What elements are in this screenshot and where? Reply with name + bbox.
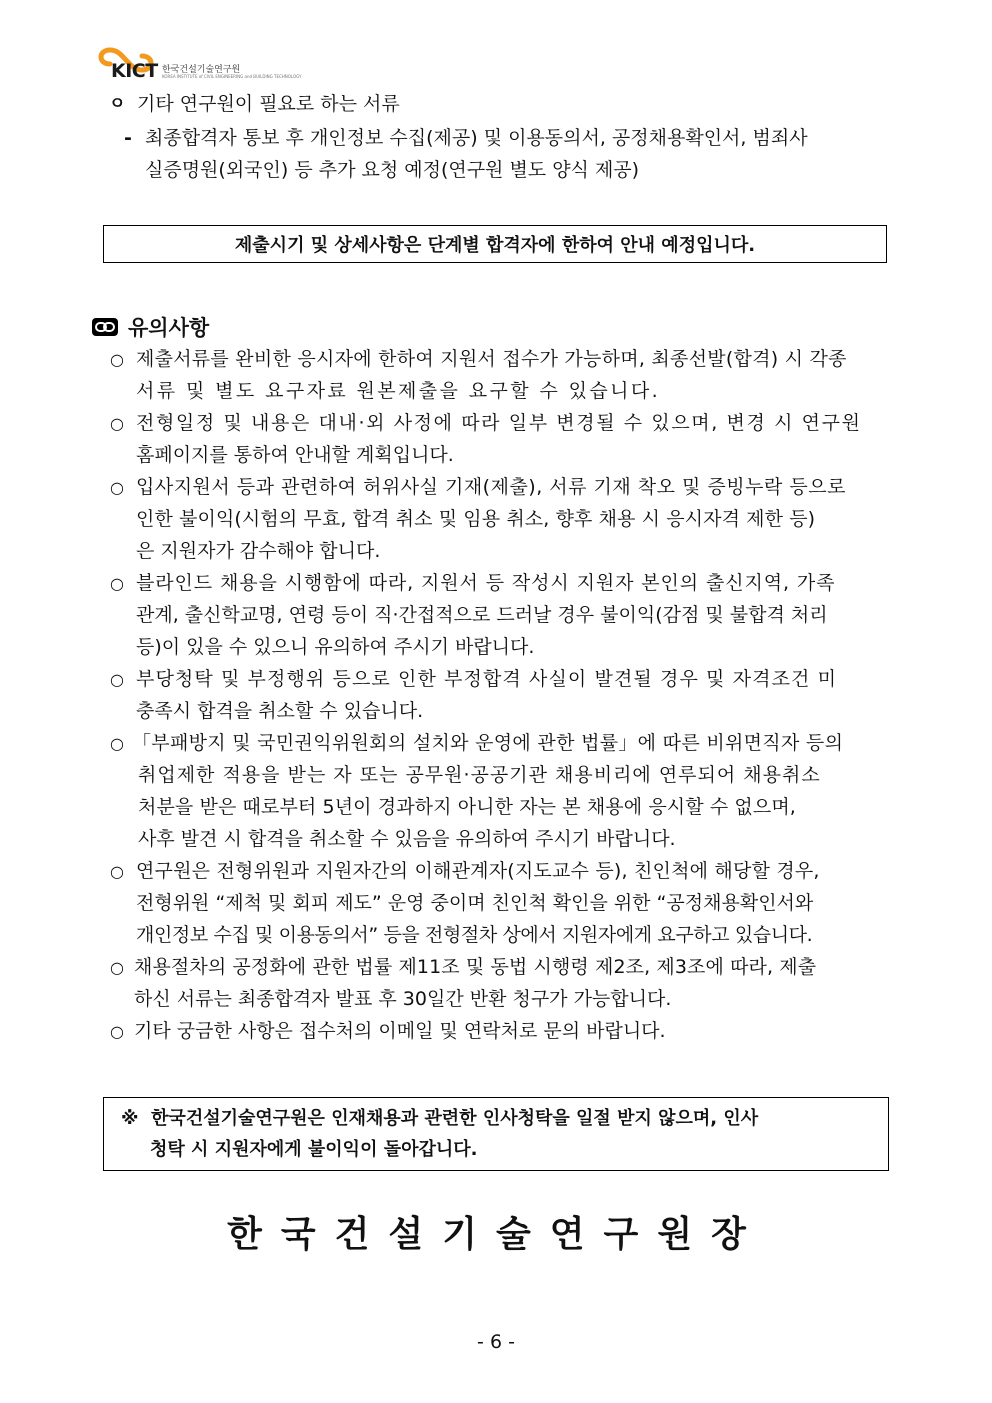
bullet-marker: ○	[110, 574, 124, 593]
bullet-marker: ○	[110, 862, 124, 881]
warning-line-2: 청탁 시 지원자에게 불이익이 돌아갑니다.	[150, 1139, 478, 1160]
caution-line: 연구원은 전형위원과 지원자간의 이해관계자(지도교수 등), 친인척에 해당할 경우,	[136, 860, 820, 882]
bullet-marker: ○	[110, 734, 124, 753]
cautions-heading-text: 유의사항	[128, 316, 210, 340]
sub-line-1: 최종합격자 통보 후 개인정보 수집(제공) 및 이용동의서, 공정채용확인서, 범죄사	[145, 127, 808, 149]
caution-line: 블라인드 채용을 시행함에 따라, 지원서 등 작성시 지원자 본인의 출신지역, 가족	[136, 572, 836, 594]
bullet-marker: ○	[110, 478, 124, 497]
caution-line: 충족시 합격을 취소할 수 있습니다.	[136, 700, 424, 722]
caution-line: 전형위원 “제척 및 회피 제도” 운영 중이며 친인척 확인을 위한 “공정채용확인서와	[136, 892, 814, 914]
reference-mark: ※	[121, 1108, 139, 1129]
caution-line: 제출서류를 완비한 응시자에 한하여 지원서 접수가 가능하며, 최종선발(합격) 시 각종	[136, 348, 847, 370]
item-text: 기타 연구원이 필요로 하는 서류	[137, 93, 400, 115]
caution-line: 하신 서류는 최종합격자 발표 후 30일간 반환 청구가 가능합니다.	[134, 988, 672, 1010]
caution-line: 채용절차의 공정화에 관한 법률 제11조 및 동법 시행령 제2조, 제3조에 따라, 제출	[134, 956, 817, 978]
caution-line: 전형일정 및 내용은 대내·외 사정에 따라 일부 변경될 수 있으며, 변경 시 연구원	[136, 412, 862, 434]
caution-line: 관계, 출신학교명, 연령 등이 직·간접적으로 드러날 경우 불이익(감점 및 불합격 처리	[136, 604, 828, 626]
link-icon	[92, 318, 118, 336]
caution-line: 사후 발견 시 합격을 취소할 수 있음을 유의하여 주시기 바랍니다.	[138, 828, 676, 850]
kict-logo	[96, 46, 302, 82]
caution-line: 입사지원서 등과 관련하여 허위사실 기재(제출), 서류 기재 착오 및 증빙누락 등으로	[136, 476, 846, 498]
warning-line-1	[121, 1104, 758, 1130]
caution-line: 홈페이지를 통하여 안내할 계획입니다.	[136, 444, 454, 466]
sub-marker: -	[124, 127, 132, 149]
logo-text: KICT	[111, 60, 158, 82]
warning-text-1: 한국건설기술연구원은 인재채용과 관련한 인사청탁을 일절 받지 않으며, 인사	[151, 1108, 759, 1129]
logo-org-name: 한국건설기술연구원	[162, 65, 241, 75]
logo-subtitle: KOREA INSTITUTE of CIVIL ENGINEERING and BUILDING TECHNOLOGY	[162, 74, 302, 79]
caution-line: 등)이 있을 수 있으니 유의하여 주시기 바랍니다.	[136, 636, 535, 658]
caution-line: 부당청탁 및 부정행위 등으로 인한 부정합격 사실이 발견될 경우 및 자격조건 미	[136, 668, 838, 690]
caution-line: 은 지원자가 감수해야 합니다.	[136, 540, 381, 562]
caution-line: 개인정보 수집 및 이용동의서” 등을 전형절차 상에서 지원자에게 요구하고 있습니다.	[136, 924, 813, 946]
cautions-heading	[92, 312, 209, 342]
caution-line: 취업제한 적용을 받는 자 또는 공무원·공공기관 채용비리에 연루되어 채용취소	[138, 764, 821, 786]
bullet-marker: ○	[110, 958, 124, 977]
sub-line-2: 실증명원(외국인) 등 추가 요청 예정(연구원 별도 양식 제공)	[145, 159, 640, 181]
warning-box	[103, 1097, 889, 1171]
caution-line: 서류 및 별도 요구자료 원본제출을 요구할 수 있습니다.	[136, 380, 661, 402]
bullet-marker: ○	[110, 414, 124, 433]
caution-line: 처분을 받은 때로부터 5년이 경과하지 아니한 자는 본 채용에 응시할 수 없으며,	[138, 796, 796, 818]
caution-line: 「부패방지 및 국민권익위원회의 설치와 운영에 관한 법률」에 따른 비위면직자 등의	[132, 732, 844, 754]
notice-box: 제출시기 및 상세사항은 단계별 합격자에 한하여 안내 예정입니다.	[103, 225, 887, 263]
page-number: - 6 -	[477, 1331, 515, 1353]
item-marker: ㅇ	[109, 94, 126, 114]
bullet-marker: ○	[110, 350, 124, 369]
bullet-marker: ○	[110, 670, 124, 689]
signature: 한국건설기술연구원장	[227, 1214, 765, 1255]
caution-line: 기타 궁금한 사항은 접수처의 이메일 및 연락처로 문의 바랍니다.	[134, 1020, 666, 1042]
caution-line: 인한 불이익(시험의 무효, 합격 취소 및 임용 취소, 향후 채용 시 응시자격 제한 등)	[136, 508, 816, 530]
bullet-marker: ○	[110, 1022, 124, 1041]
